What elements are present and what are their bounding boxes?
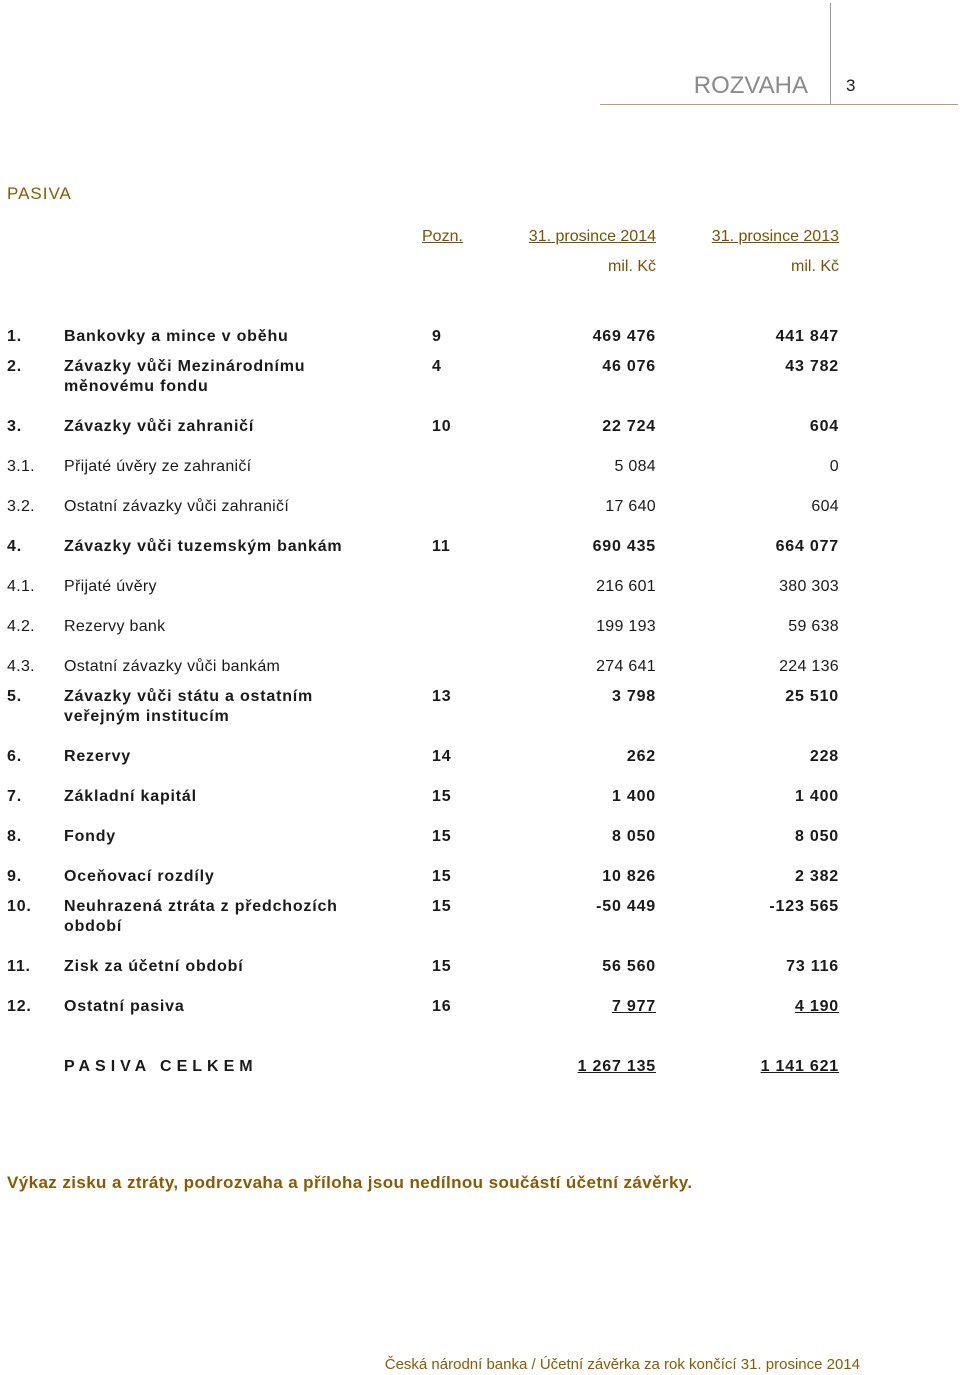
row-value-2013: 664 077 (775, 538, 839, 555)
table-row (0, 357, 960, 397)
total-value-2013: 1 141 621 (760, 1058, 839, 1075)
row-value-2013: 73 116 (786, 958, 839, 975)
row-value-2013: 43 782 (785, 358, 839, 375)
row-label: Přijaté úvěry (64, 578, 157, 595)
row-value-2014: 3 798 (611, 688, 656, 705)
table-row (0, 827, 960, 867)
table-row (0, 747, 960, 787)
row-number: 4.2. (7, 618, 35, 635)
row-number: 11. (7, 958, 31, 975)
row-note: 15 (432, 828, 452, 845)
row-note: 15 (432, 958, 452, 975)
row-label: Fondy (64, 828, 116, 845)
report-title: ROZVAHA (693, 72, 808, 99)
row-value-2013: 604 (811, 498, 839, 515)
row-number: 12. (7, 998, 32, 1015)
column-unit-2013: mil. Kč (791, 258, 839, 275)
row-value-2013: 441 847 (775, 328, 839, 345)
page-footer: Česká národní banka / Účetní závěrka za rok končící 31. prosince 2014 (384, 1356, 860, 1373)
row-value-2014: 10 826 (602, 868, 656, 885)
row-note: 11 (432, 538, 451, 555)
row-number: 2. (7, 358, 22, 375)
row-value-2013: 8 050 (794, 828, 839, 845)
row-value-2013: 59 638 (788, 618, 839, 635)
row-value-2014: 199 193 (596, 618, 656, 635)
row-label: Ostatní závazky vůči zahraničí (64, 498, 290, 515)
row-label: Bankovky a mince v oběhu (64, 328, 289, 345)
row-note: 15 (432, 898, 452, 915)
row-value-2013: 228 (809, 748, 839, 765)
table-row (0, 997, 960, 1037)
column-unit-2014: mil. Kč (608, 258, 656, 275)
row-note: 9 (432, 328, 442, 345)
row-value-2014: 46 076 (602, 358, 656, 375)
row-value-2014: 274 641 (596, 658, 656, 675)
row-number: 4.1. (7, 578, 35, 595)
row-value-2013: 4 190 (794, 998, 839, 1015)
row-number: 10. (7, 898, 32, 915)
row-label: Neuhrazená ztráta z předchozích období (64, 898, 338, 935)
header-divider-vertical (830, 3, 831, 105)
row-note: 16 (432, 998, 452, 1015)
table-row (0, 897, 960, 937)
column-header-2014: 31. prosince 2014 (528, 228, 656, 245)
table-row (0, 497, 960, 537)
row-number: 4.3. (7, 658, 35, 675)
row-value-2013: 25 510 (785, 688, 839, 705)
row-label: Ostatní závazky vůči bankám (64, 658, 281, 675)
table-row (0, 417, 960, 457)
row-value-2013: -123 565 (769, 898, 839, 915)
row-label: Zisk za účetní období (64, 958, 244, 975)
row-value-2014: 22 724 (602, 418, 656, 435)
row-note: 14 (432, 748, 452, 765)
row-number: 6. (7, 748, 22, 765)
row-note: 15 (432, 788, 452, 805)
row-number: 7. (7, 788, 22, 805)
row-number: 3.2. (7, 498, 35, 515)
header-divider-horizontal (600, 104, 958, 105)
section-title: PASIVA (7, 184, 72, 203)
row-number: 9. (7, 868, 22, 885)
row-value-2013: 224 136 (779, 658, 839, 675)
table-row (0, 787, 960, 827)
total-label: PASIVA CELKEM (64, 1058, 258, 1075)
row-label: Rezervy (64, 748, 131, 765)
row-value-2014: -50 449 (596, 898, 656, 915)
row-value-2014: 469 476 (592, 328, 656, 345)
total-value-2014: 1 267 135 (577, 1058, 656, 1075)
page-number: 3 (846, 76, 856, 95)
row-label: Přijaté úvěry ze zahraničí (64, 458, 252, 475)
statement-footnote: Výkaz zisku a ztráty, podrozvaha a příloha jsou nedílnou součástí účetní závěrky. (7, 1173, 693, 1192)
row-note: 13 (432, 688, 452, 705)
row-number: 5. (7, 688, 22, 705)
table-row (0, 537, 960, 577)
row-number: 1. (7, 328, 22, 345)
row-label: Rezervy bank (64, 618, 166, 635)
table-row (0, 687, 960, 727)
row-value-2014: 262 (626, 748, 656, 765)
row-value-2014: 8 050 (611, 828, 656, 845)
table-row (0, 457, 960, 497)
row-label: Ostatní pasiva (64, 998, 185, 1015)
row-number: 3. (7, 418, 22, 435)
row-value-2014: 1 400 (611, 788, 656, 805)
row-value-2014: 7 977 (611, 998, 656, 1015)
row-label: Oceňovací rozdíly (64, 868, 215, 885)
row-number: 3.1. (7, 458, 35, 475)
row-note: 4 (432, 358, 442, 375)
row-number: 8. (7, 828, 22, 845)
column-header-2013: 31. prosince 2013 (711, 228, 839, 245)
row-value-2014: 216 601 (596, 578, 656, 595)
row-value-2013: 1 400 (794, 788, 839, 805)
row-label: Základní kapitál (64, 788, 197, 805)
table-row (0, 617, 960, 657)
total-row (0, 1057, 960, 1097)
column-header-note: Pozn. (422, 228, 463, 245)
row-label: Závazky vůči zahraničí (64, 418, 255, 435)
row-number: 4. (7, 538, 22, 555)
table-row (0, 577, 960, 617)
row-note: 15 (432, 868, 452, 885)
row-value-2014: 5 084 (614, 458, 656, 475)
table-row (0, 957, 960, 997)
row-value-2014: 56 560 (602, 958, 656, 975)
row-label: Závazky vůči tuzemským bankám (64, 538, 343, 555)
row-value-2013: 604 (809, 418, 839, 435)
row-label: Závazky vůči Mezinárodnímu měnovému fondu (64, 358, 306, 395)
row-value-2013: 380 303 (779, 578, 839, 595)
row-value-2013: 0 (829, 458, 839, 475)
row-value-2014: 17 640 (605, 498, 656, 515)
row-label: Závazky vůči státu a ostatním veřejným institucím (64, 688, 314, 725)
row-value-2013: 2 382 (794, 868, 839, 885)
row-note: 10 (432, 418, 452, 435)
row-value-2014: 690 435 (592, 538, 656, 555)
